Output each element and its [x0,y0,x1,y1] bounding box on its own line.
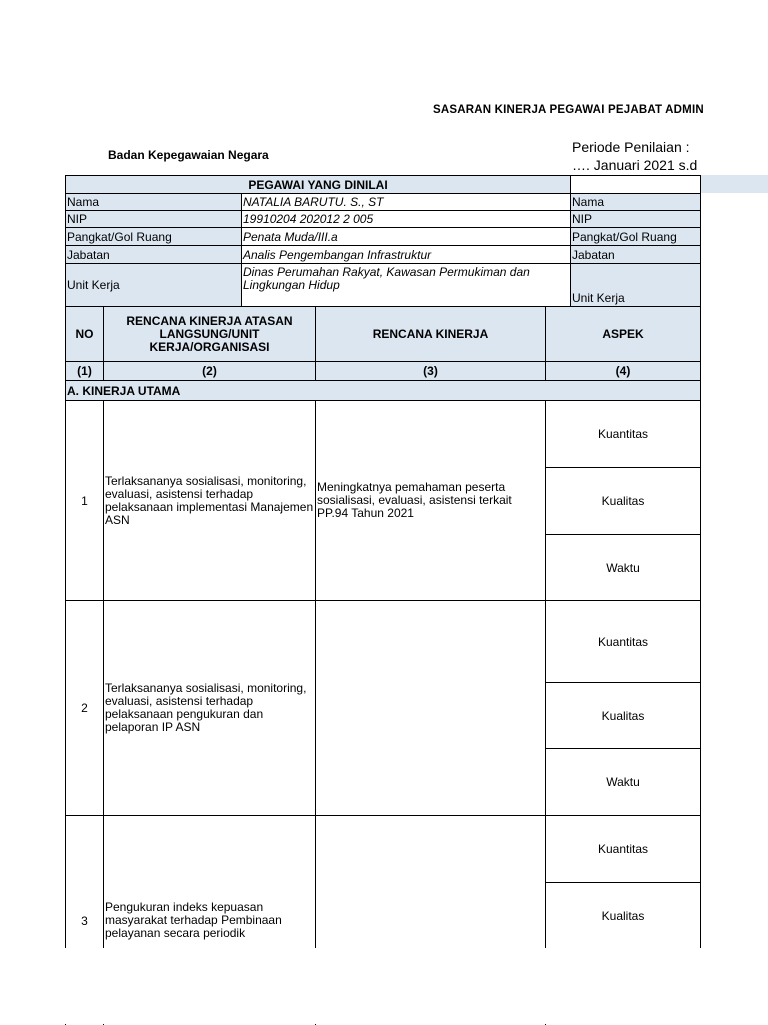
right-label-jabatan: Jabatan [570,245,701,264]
right-label-nip: NIP [570,210,701,228]
label-nip: NIP [65,210,242,228]
row-1-no: 1 [65,400,104,601]
value-nip: 19910204 202012 2 005 [241,210,571,228]
col-number-1: (1) [65,361,104,381]
periode-label: Periode Penilaian : [572,139,690,155]
row-1-aspek-waktu: Waktu [545,534,701,601]
row-3-aspek-kuantitas: Kuantitas [545,815,701,883]
row-2-aspek-waktu: Waktu [545,748,701,816]
right-label-unit-kerja: Unit Kerja [570,263,701,307]
right-label-pangkat: Pangkat/Gol Ruang [570,227,701,246]
row-1-rencana-atasan: Terlaksananya sosialisasi, monitoring, evaluasi, asistensi terhadap pelaksanaan implementasi Manajemen ASN [103,400,316,601]
col-number-2: (2) [103,361,316,381]
row-2-rencana-kinerja [315,600,546,816]
agency-name: Badan Kepegawaian Negara [108,148,269,162]
header-rencana-kinerja: RENCANA KINERJA [315,306,546,362]
col-number-3: (3) [315,361,546,381]
row-3-aspek-kualitas: Kualitas [545,882,701,949]
section-a-title: A. KINERJA UTAMA [65,380,701,401]
label-pangkat: Pangkat/Gol Ruang [65,227,242,246]
row-3-no: 3 [65,815,104,1025]
value-nama: NATALIA BARUTU. S., ST [241,193,571,211]
value-jabatan: Analis Pengembangan Infrastruktur [241,245,571,264]
page-bottom-margin [0,948,768,1024]
row-2-rencana-atasan: Terlaksananya sosialisasi, monitoring, evaluasi, asistensi terhadap pelaksanaan pengukuran dan pelaporan IP ASN [103,600,316,816]
penilai-section-title [570,175,701,194]
row-2-aspek-kuantitas: Kuantitas [545,600,701,683]
value-unit-kerja: Dinas Perumahan Rakyat, Kawasan Permukiman dan Lingkungan Hidup [241,263,571,307]
col-number-4: (4) [545,361,701,381]
row-2-no: 2 [65,600,104,816]
value-pangkat: Penata Muda/III.a [241,227,571,246]
periode-value: …. Januari 2021 s.d [572,157,698,173]
row-2-aspek-kualitas: Kualitas [545,682,701,749]
header-rencana-atasan: RENCANA KINERJA ATASAN LANGSUNG/UNIT KERJA/ORGANISASI [103,306,316,362]
label-unit-kerja: Unit Kerja [65,263,242,307]
row-1-aspek-kuantitas: Kuantitas [545,400,701,468]
pegawai-section-title: PEGAWAI YANG DINILAI [65,175,571,194]
right-label-nama: Nama [570,193,701,211]
header-aspek: ASPEK [545,306,701,362]
label-nama: Nama [65,193,242,211]
document-title: SASARAN KINERJA PEGAWAI PEJABAT ADMIN [433,104,704,116]
row-1-rencana-kinerja: Meningkatnya pemahaman peserta sosialisasi, evaluasi, asistensi terkait PP.94 Tahun 2021 [315,400,546,601]
header-no: NO [65,306,104,362]
row-3-rencana-atasan: Pengukuran indeks kepuasan masyarakat terhadap Pembinaan pelayanan secara periodik [103,815,316,1025]
row-1-aspek-kualitas: Kualitas [545,467,701,535]
label-jabatan: Jabatan [65,245,242,264]
header-blue-strip [700,175,768,193]
